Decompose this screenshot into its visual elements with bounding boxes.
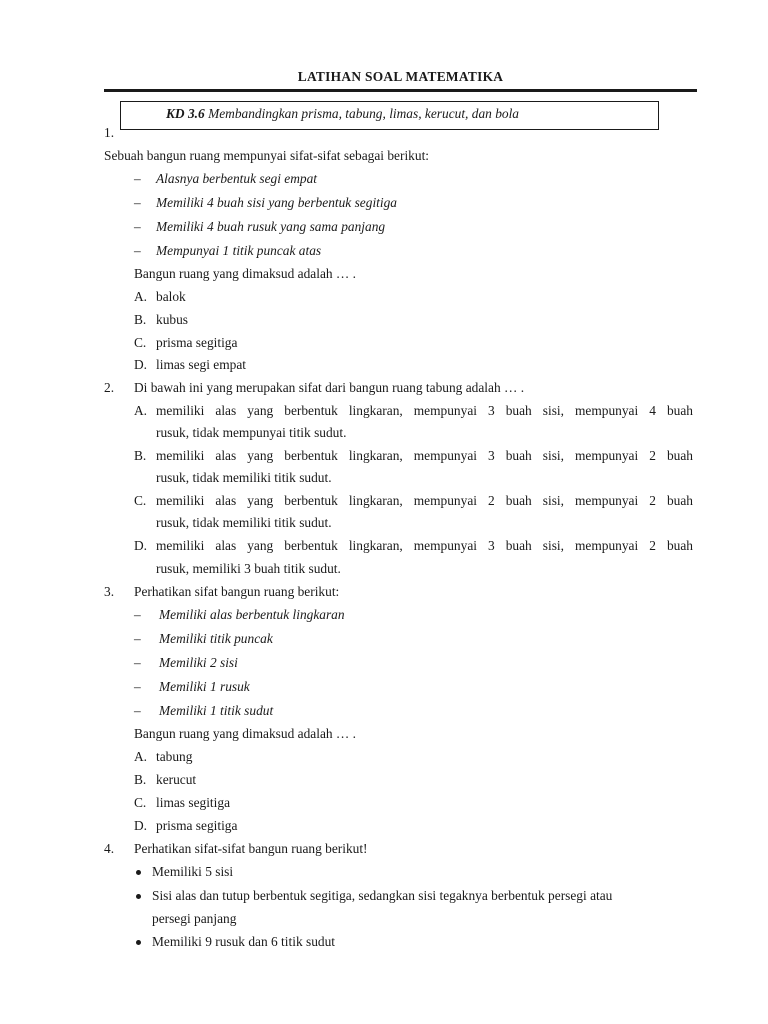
q1-option-d: limas segi empat bbox=[156, 357, 246, 372]
q4-bullet-3: Memiliki 9 rusuk dan 6 titik sudut bbox=[152, 934, 336, 949]
q1-letter-b: B. bbox=[134, 312, 147, 327]
q1-letter-a: A. bbox=[134, 289, 148, 304]
q1-dash-4: – bbox=[134, 243, 141, 258]
q2-option-a-line1: memiliki alas yang berbentuk lingkaran, mempunyai 3 buah sisi, mempunyai 4 buah bbox=[156, 403, 693, 418]
q1-prop-2: Memiliki 4 buah sisi yang berbentuk segitiga bbox=[156, 195, 397, 210]
q3-letter-d: D. bbox=[134, 818, 148, 833]
q2-option-c-line2: rusuk, tidak memiliki titik sudut. bbox=[156, 515, 332, 530]
q3-letter-b: B. bbox=[134, 772, 147, 787]
q4-bullet-2-cont: persegi panjang bbox=[152, 911, 237, 926]
q4-intro: Perhatikan sifat-sifat bangun ruang berikut! bbox=[134, 841, 368, 856]
q2-letter-b: B. bbox=[134, 448, 147, 463]
q2-option-b-line2: rusuk, tidak memiliki titik sudut. bbox=[156, 470, 332, 485]
q3-prop-2: Memiliki titik puncak bbox=[159, 631, 273, 646]
q2-letter-d: D. bbox=[134, 538, 148, 553]
q1-option-c: prisma segitiga bbox=[156, 335, 238, 350]
kd-text bbox=[166, 106, 519, 122]
q3-letter-c: C. bbox=[134, 795, 147, 810]
bullet-icon bbox=[136, 894, 141, 899]
q2-option-a-line2: rusuk, tidak mempunyai titik sudut. bbox=[156, 425, 347, 440]
q1-question: Bangun ruang yang dimaksud adalah … . bbox=[134, 266, 357, 281]
q1-dash-2: – bbox=[134, 195, 141, 210]
q3-dash-5: – bbox=[134, 703, 141, 718]
q1-dash-1: – bbox=[134, 171, 141, 186]
q1-prop-3: Memiliki 4 buah rusuk yang sama panjang bbox=[156, 219, 386, 234]
q3-question: Bangun ruang yang dimaksud adalah … . bbox=[134, 726, 357, 741]
q1-letter-c: C. bbox=[134, 335, 147, 350]
q1-prop-4: Mempunyai 1 titik puncak atas bbox=[156, 243, 322, 258]
title-rule bbox=[104, 89, 697, 92]
q2-question: Di bawah ini yang merupakan sifat dari bangun ruang tabung adalah … . bbox=[134, 380, 525, 395]
q4-bullet-2: Sisi alas dan tutup berbentuk segitiga, sedangkan sisi tegaknya berbentuk persegi atau bbox=[152, 888, 613, 903]
bullet-icon bbox=[136, 940, 141, 945]
q3-dash-1: – bbox=[134, 607, 141, 622]
q1-prop-1: Alasnya berbentuk segi empat bbox=[156, 171, 318, 186]
q3-dash-2: – bbox=[134, 631, 141, 646]
q2-option-b-line1: memiliki alas yang berbentuk lingkaran, mempunyai 3 buah sisi, mempunyai 2 buah bbox=[156, 448, 693, 463]
q2-letter-a: A. bbox=[134, 403, 148, 418]
q1-number: 1. bbox=[104, 125, 115, 140]
q1-option-b: kubus bbox=[156, 312, 188, 327]
page-title: LATIHAN SOAL MATEMATIKA bbox=[297, 69, 504, 84]
q1-option-a: balok bbox=[156, 289, 186, 304]
kd-box bbox=[120, 101, 659, 130]
q3-number: 3. bbox=[104, 584, 115, 599]
q3-option-c: limas segitiga bbox=[156, 795, 231, 810]
q3-option-b: kerucut bbox=[156, 772, 197, 787]
q3-prop-5: Memiliki 1 titik sudut bbox=[159, 703, 274, 718]
q4-number: 4. bbox=[104, 841, 115, 856]
kd-description: Membandingkan prisma, tabung, limas, kerucut, dan bola bbox=[208, 106, 519, 121]
q2-number: 2. bbox=[104, 380, 115, 395]
q3-intro: Perhatikan sifat bangun ruang berikut: bbox=[134, 584, 340, 599]
q4-bullet-1: Memiliki 5 sisi bbox=[152, 864, 234, 879]
q1-dash-3: – bbox=[134, 219, 141, 234]
q2-letter-c: C. bbox=[134, 493, 147, 508]
q3-option-d: prisma segitiga bbox=[156, 818, 238, 833]
q3-prop-1: Memiliki alas berbentuk lingkaran bbox=[159, 607, 345, 622]
q3-option-a: tabung bbox=[156, 749, 193, 764]
q1-intro: Sebuah bangun ruang mempunyai sifat-sifat sebagai berikut: bbox=[104, 148, 430, 163]
q2-option-d-line2: rusuk, memiliki 3 buah titik sudut. bbox=[156, 561, 341, 576]
kd-code: KD 3.6 bbox=[166, 106, 205, 121]
q3-letter-a: A. bbox=[134, 749, 148, 764]
q3-dash-4: – bbox=[134, 679, 141, 694]
q1-letter-d: D. bbox=[134, 357, 148, 372]
bullet-icon bbox=[136, 870, 141, 875]
q2-option-d-line1: memiliki alas yang berbentuk lingkaran, mempunyai 3 buah sisi, mempunyai 2 buah bbox=[156, 538, 693, 553]
q2-option-c-line1: memiliki alas yang berbentuk lingkaran, mempunyai 2 buah sisi, mempunyai 2 buah bbox=[156, 493, 693, 508]
q3-dash-3: – bbox=[134, 655, 141, 670]
q3-prop-3: Memiliki 2 sisi bbox=[159, 655, 238, 670]
q3-prop-4: Memiliki 1 rusuk bbox=[159, 679, 250, 694]
